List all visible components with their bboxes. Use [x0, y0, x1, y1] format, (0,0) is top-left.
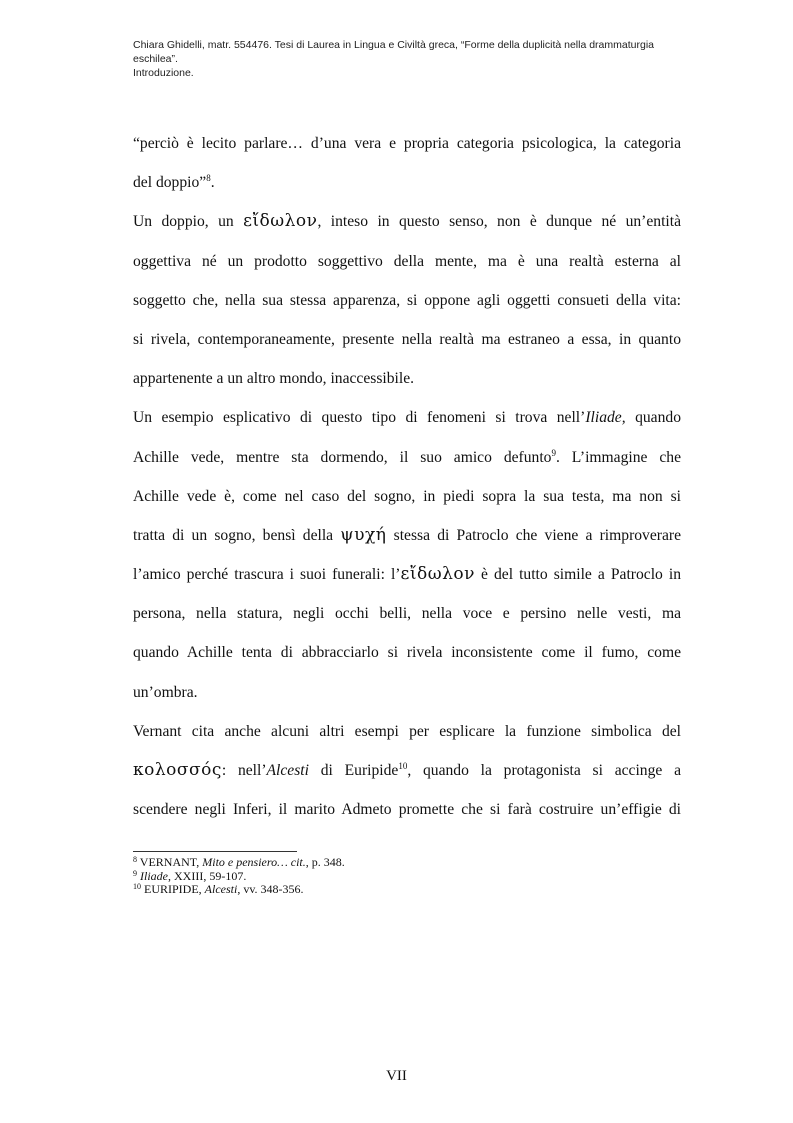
footnote-number: 8: [133, 855, 137, 864]
text-span: Vernant cita anche alcuni altri esempi per esplicare la funzione simbolica del: [133, 722, 681, 740]
footnote-rest: , vv. 348-356.: [237, 882, 304, 896]
header-line-1: Chiara Ghidelli, matr. 554476. Tesi di Laurea in Lingua e Civiltà greca, “Forme della duplicità nella drammaturgia eschilea”.: [133, 39, 654, 65]
text-line: [133, 477, 681, 516]
footnote-title: Iliade: [140, 868, 168, 883]
text-line: [133, 281, 681, 320]
footnote-ref-10[interactable]: 10: [398, 760, 408, 771]
text-span: quando Achille tenta di abbracciarlo si rivela inconsistente come il fumo, come: [133, 644, 681, 662]
text-line: [133, 712, 681, 751]
text-span: Un doppio, un: [133, 213, 234, 231]
text-span: , inteso in questo senso, non è dunque né un’entità: [317, 213, 681, 231]
footnote-separator: [133, 851, 297, 852]
text-span: Un esempio esplicativo di questo tipo di fenomeni si trova nell’: [133, 409, 586, 427]
footnote-rest: , XXIII, 59-107.: [168, 868, 247, 883]
text-span: : nell’: [221, 762, 267, 779]
text-line: [133, 398, 681, 437]
greek-psyche: ψυχή: [340, 524, 387, 545]
footnote-10: [133, 883, 693, 897]
header-line-2: Introduzione.: [133, 67, 194, 79]
text-span: soggetto che, nella sua stessa apparenza, si oppone agli oggetti consueti della vita:: [133, 291, 681, 309]
text-span: Achille vede è, come nel caso del sogno, in piedi sopra la sua testa, ma non si: [133, 487, 681, 505]
footnote-9: [133, 870, 693, 884]
text-line: [133, 124, 681, 163]
text-span: , quando la protagonista si accinge a: [407, 762, 682, 779]
footnote-number: 10: [133, 882, 141, 891]
text-span: “perciò è lecito parlare… d’una vera e propria categoria psicologica, la categoria: [133, 135, 681, 152]
text-line: [133, 673, 681, 712]
text-span: appartenente a un altro mondo, inaccessibile.: [133, 370, 415, 388]
footnote-title: Alcesti: [204, 882, 238, 896]
title-iliade: Iliade,: [585, 409, 626, 427]
text-line: [133, 594, 681, 633]
text-line: [133, 438, 681, 477]
text-line: [133, 633, 681, 672]
greek-eidolon-2: εἴδωλον: [400, 564, 475, 585]
footnote-author: EURIPIDE,: [144, 882, 205, 896]
text-line: [133, 751, 681, 790]
footnote-ref-8[interactable]: 8: [206, 173, 211, 183]
text-span: stessa di Patroclo che viene a rimproverare: [393, 526, 681, 544]
text-line: [133, 202, 681, 241]
text-span: si rivela, contemporaneamente, presente nella realtà ma estraneo a essa, in quanto: [133, 330, 681, 348]
page-number: VII: [386, 1068, 407, 1084]
footnote-rest: , p. 348.: [305, 855, 345, 869]
text-span: .: [210, 174, 215, 192]
text-line: [133, 163, 681, 202]
text-span: . L’immagine che: [555, 448, 681, 466]
text-span: del doppio”: [133, 174, 207, 192]
footnote-ref-9[interactable]: 9: [551, 447, 556, 458]
footnote-number: 9: [133, 868, 137, 878]
text-line: [133, 790, 681, 829]
text-span: di Euripide: [308, 762, 399, 779]
text-line: [133, 359, 681, 398]
text-line: [133, 242, 681, 281]
text-line: [133, 320, 681, 359]
text-span: oggettiva né un prodotto soggettivo della mente, ma è una realtà esterna al: [133, 252, 681, 270]
text-span: Achille vede, mentre sta dormendo, il suo amico defunto: [133, 448, 552, 466]
text-line: [133, 555, 681, 594]
greek-kolossos: κολοσσός: [133, 760, 222, 780]
text-span: persona, nella statura, negli occhi belli, nella voce e persino nelle vesti, ma: [133, 605, 681, 623]
running-header: [133, 38, 693, 80]
main-text: [133, 124, 681, 829]
text-span: è del tutto simile a Patroclo in: [481, 566, 682, 584]
footnote-8: [133, 856, 693, 870]
text-span: tratta di un sogno, bensì della: [133, 526, 334, 544]
footnotes: [133, 856, 693, 897]
footnote-title: Mito e pensiero… cit.: [202, 855, 306, 869]
greek-eidolon: εἴδωλον: [243, 211, 318, 232]
text-span: l’amico perché trascura i suoi funerali: l’: [133, 566, 401, 584]
text-span: quando: [625, 409, 681, 427]
footnote-author: VERNANT,: [139, 855, 203, 869]
text-span: un’ombra.: [133, 683, 198, 701]
title-alcesti: Alcesti: [266, 762, 309, 779]
text-span: scendere negli Inferi, il marito Admeto promette che si farà costruire un’effigie di: [133, 801, 681, 819]
text-line: [133, 516, 681, 555]
